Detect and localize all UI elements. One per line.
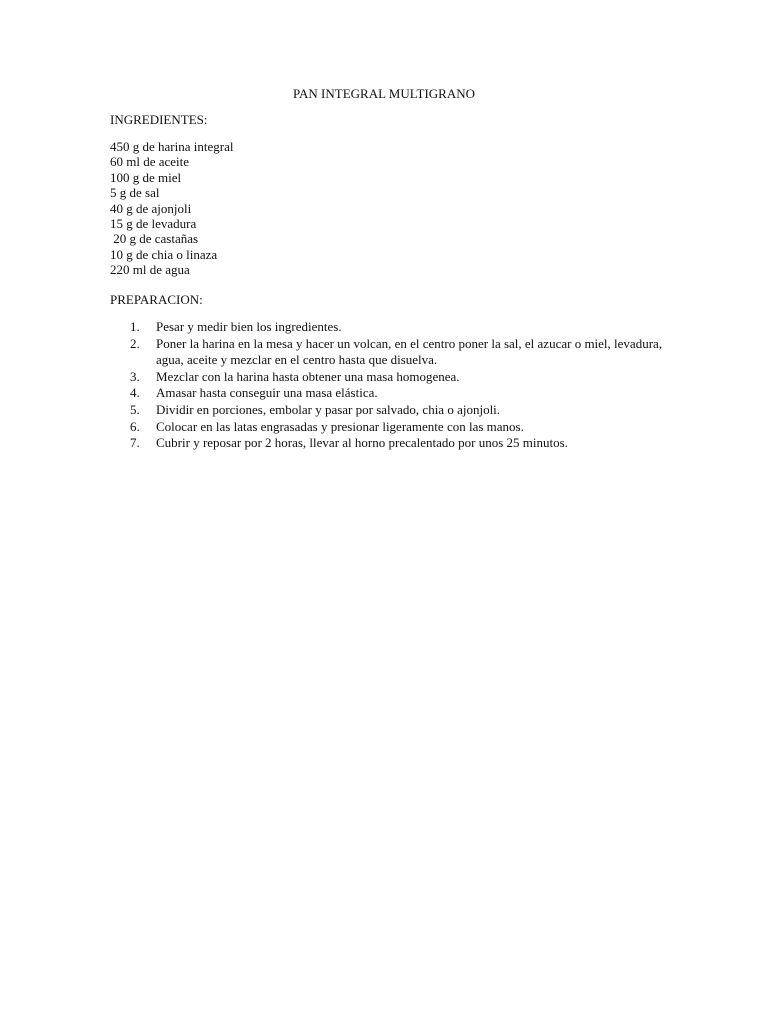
step-number: 1. <box>130 319 140 334</box>
ingredient-item: 40 g de ajonjoli <box>110 200 192 216</box>
step-number: 5. <box>130 401 140 417</box>
step-text: Dividir en porciones, embolar y pasar por salvado, chia o ajonjoli. <box>156 401 501 417</box>
ingredient-item: 10 g de chia o linaza <box>110 246 218 262</box>
ingredient-item: 100 g de miel <box>110 169 182 185</box>
ingredient-item: 15 g de levadura <box>110 215 197 231</box>
step-text: Amasar hasta conseguir una masa elástica. <box>156 385 378 401</box>
step-item <box>110 402 670 419</box>
step-text: Mezclar con la harina hasta obtener una masa homogenea. <box>156 368 460 384</box>
step-item <box>110 336 670 369</box>
ingredient-item: 60 ml de aceite <box>110 154 190 170</box>
step-item <box>110 369 670 386</box>
step-text: Cubrir y reposar por 2 horas, llevar al horno precalentado por unos 25 minutos. <box>156 435 568 451</box>
step-item <box>110 385 670 402</box>
step-number: 6. <box>130 418 140 434</box>
step-item <box>110 419 670 436</box>
step-text: Colocar en las latas engrasadas y presionar ligeramente con las manos. <box>156 418 524 434</box>
step-number: 4. <box>130 385 140 401</box>
step-text: Pesar y medir bien los ingredientes. <box>156 319 342 334</box>
ingredient-item: 5 g de sal <box>110 185 160 201</box>
step-number: 2. <box>130 335 140 351</box>
preparation-steps-list <box>110 319 670 452</box>
page-title: PAN INTEGRAL MULTIGRANO <box>292 86 475 101</box>
ingredient-item: 450 g de harina integral <box>110 139 234 154</box>
ingredients-list <box>110 139 233 278</box>
ingredients-heading: INGREDIENTES: <box>110 112 208 127</box>
ingredient-item: 220 ml de agua <box>110 262 190 278</box>
step-item <box>110 319 670 336</box>
step-number: 7. <box>130 435 140 451</box>
step-number: 3. <box>130 368 140 384</box>
step-text: Poner la harina en la mesa y hacer un volcan, en el centro poner la sal, el azucar o miel, levadura, agua, aceite y mezclar en el centro hasta que disuelva. <box>156 335 663 368</box>
step-item <box>110 435 670 452</box>
ingredient-item: 20 g de castañas <box>110 231 199 247</box>
preparation-heading: PREPARACION: <box>110 292 203 307</box>
